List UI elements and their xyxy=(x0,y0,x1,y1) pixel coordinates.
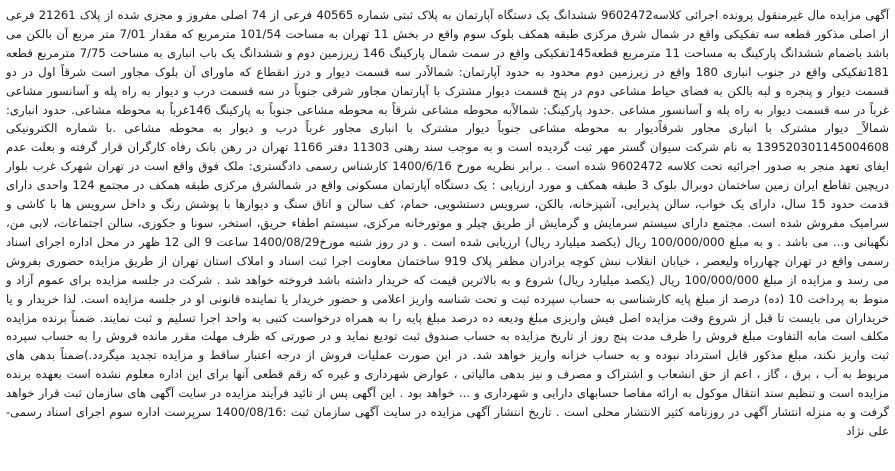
notice-text: آگهی مزایده مال غیرمنقول پرونده اجرائی کلاسه9602472 ششدانگ یک دستگاه آپارتمان به پلاک ثبتی شماره 40565 فرعی از 74 اصلی مفروز و مجزی شده از پلاک 21261 فرعی از اصلی مذکور قطعه سه تفکیکی واقع در شمال شرق مرکزی طبقه همکف بلوک سوم واقع در بخش 11 تهران به مساحت 101/54 مترمربع که مقدار 7/01 متر مربع آن بالکن می باشد باضمام ششدانگ پارکینگ به مساحت 11 مترمربع قطعه145تفکیکی واقع در سمت شمال پارکینگ 146 زیرزمین دوم و ششدانگ یک باب انباری به مساحت 7/75 مترمربع قطعه 181تفکیکی واقع در جنوب انباری 180 واقع در زیرزمین دوم محدود به حدود آپارتمان: شمالاًدر سه قسمت دیوار و درز انقطاع که ماورای آن بلوک مجاور است شرقاً اول در دو قسمت دیوار و پنجره و لبه بالکن به فضای حیاط مشاعی دوم در پنج قسمت دیوار مشترک با آپارتمان مجاور شرقی جنوباً در سه قسمت درب و دیوار به راه پله و آسانسور مشاعی غرباً در سه قسمت دیوار به راه پله و آسانسور مشاعی .حدود پارکینگ: شمالاًبه محوطه مشاعی شرقاً به محوطه مشاعی جنوباً به پارکینگ 146غرباً به محوطه مشاعی. حدود انباری: شمالاً_ دیوار مشترک با انباری مجاور شرقاًدیوار به محوطه مشاعی جنوباً دیوار مشترک با انباری مجاور غرباً درب و دیوار به محوطه مشاعی .با شماره الکترونیکی 139520301145004608 به نام شرکت سیوان گستر مهر ثبت گردیده است و به موجب سند رهنی 11303 دفتر 1166 تهران در رهن بانک رفاه کارگران قرار گرفته و بعلت عدم ایفای تعهد منجر به صدور اجرائیه تحت کلاسه 9602472 شده است . برابر نظریه مورخ 1400/6/16 کارشناس رسمی دادگستری: ملک فوق واقع است در تهران شهرک غرب بلوار دریچین تقاطع ایران زمین ساختمان دوبرال بلوک 3 طبقه همکف و مورد ارزیابی : یک دستگاه آپارتمان مسکونی واقع در شمالشرق مرکزی طبقه همکف در مجتمع 124 واحدی دارای قدمت حدود 15 سال، دارای یک خواب، سالن پذیرایی، آشپزخانه، بالکن، سرویس دستشویی، حمام، کف سالن و اتاق سنگ و دیوارها با پوشش رنگ و داخل سرویس ها با کاشی و سرامیک مفروش شده است. مجتمع دارای سیستم سرمایش و گرمایش از طریق چیلر و موتورخانه مرکزی، سیستم اطفاء حریق، استخر، سونا و جکوزی، سالن اجتماعات، لابی من، نگهبانی و... می باشد . و به مبلغ 100/000/000 ریال (یکصد میلیارد ریال) ارزیابی شده است . و در روز شنبه مورخ1400/08/29 ساعت 9 الی 12 ظهر در محل اداره اجرای اسناد رسمی واقع در تهران چهارراه ولیعصر ، خیابان انقلاب نبش کوچه برادران مظفر پلاک 919 ساختمان معاونت اجرا ثبت اسناد و املاک استان تهران از طریق مزایده حضوری بفروش می رسد و مزایده از مبلغ 100/000/000 ریال (یکصد میلیارد ریال) شروع و به بالاترین قیمت که خریدار داشته باشد فروخته خواهد شد . شرکت در جلسه مزایده برای عموم آزاد و منوط به پرداخت 10 (ده) درصد از مبلغ پایه کارشناسی به حساب سپرده ثبت و تحت شناسه واریز اعلامی و حضور خریدار یا نماینده قانونی او در جلسه مزایده است. لذا خریدار و یا خریداران می بایست تا قبل از شروع وقت مزایده اصل فیش واریزی مبلغ ودیعه ده درصد مبلغ پایه را به همراه درخواست کتبی به واحد اجرا تسلیم و ثبت نمایند. ضمناً برنده مزایده مکلف است مابه التفاوت مبلغ فروش را ظرف مدت پنج روز از تاریخ مزایده به حساب صندوق ثبت تودیع نماید و در صورتی که ظرف مهلت مقرر مانده فروش را به حساب سپرده ثبت واریز نکند، مبلغ مذکور قابل استرداد نبوده و به حساب خزانه واریز خواهد شد. در این صورت عملیات فروش از درجه اعتبار ساقط و مزایده تجدید میگردد.)ضمناً بدهی های مربوط به آب ، برق ، گاز ، اعم از حق انشعاب و اشتراک و مصرف و نیز بدهی مالیاتی ، عوارض شهرداری و غیره که رقم قطعی آنها برای این اداره معلوم نشده است بعهده برنده مزایده است و تنظیم سند انتقال موکول به ارائه مفاصا حسابهای دارایی و شهرداری و ... خواهد بود . این آگهی پس از تائید فرآیند مزایده در سایت آگهی های سازمان ثبت قرار خواهد گرفت و به منزله انتشار آگهی در روزنامه کثیر الانتشار محلی است . تاریخ انتشار آگهی مزایده در سایت آگهی سازمان ثبت :1400/08/16 سرپرست اداره سوم اجرای اسناد رسمی- علی نژاد xyxy=(6,8,890,438)
